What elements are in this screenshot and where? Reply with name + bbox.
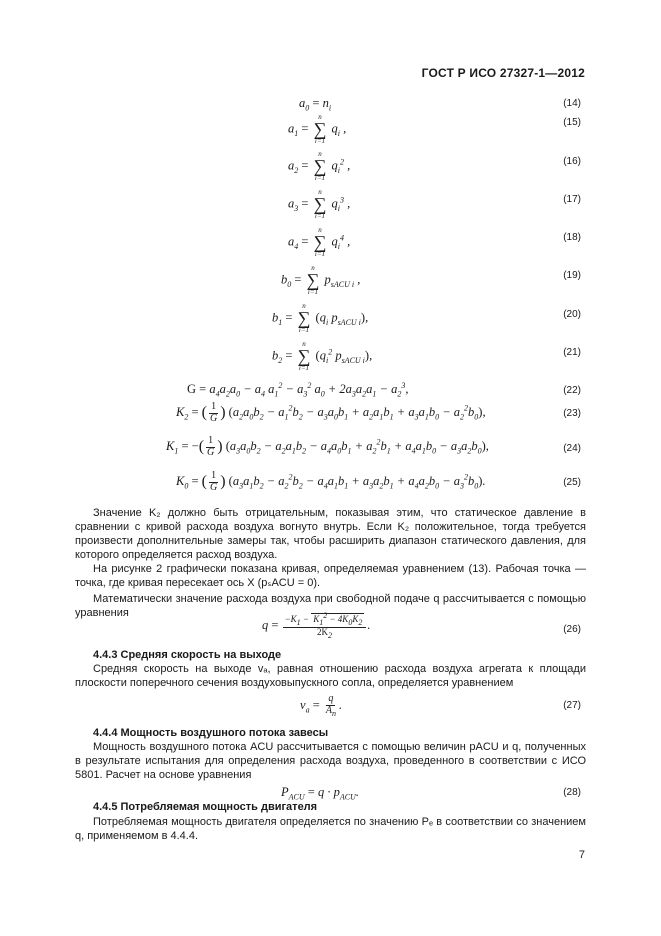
section-heading-4-4-3: 4.4.3 Средняя скорость на выходе — [93, 649, 282, 661]
equation-number: (21) — [563, 347, 581, 358]
equation-22: $G = a_4a_2a_0 - a_4$ $a_1^2 - a_3^2$ $a_0 + 2a_3a_2a_1 - a_2^3$, — [187, 381, 409, 399]
paragraph-motor-power: Потребляемая мощность двигателя определяется по значению Pₑ в соответствии со значением q, применяемом в 4.4.4. — [75, 816, 586, 842]
paragraph-outlet-velocity: Средняя скорость на выходе vₐ, равная отношению расхода воздуха агрегата к площади плоскости поперечного сечения воздуховыпускного сопла, определяется уравнением — [75, 663, 586, 689]
equation-21: $b_2$ = n ∑ i=1 ($q_i^2$ $p_{sACU i}$), — [272, 340, 373, 373]
equation-number: (15) — [563, 117, 581, 128]
equation-20: $b_1$ = n ∑ i=1 ($q_i$ $p_{sACU i}$), — [272, 302, 369, 335]
equation-number: (17) — [563, 194, 581, 205]
equation-18: $a_4$ = n ∑ i=1 $q_i^4$ , — [288, 226, 351, 259]
equation-15: $a_1$ = n ∑ i=1 $q_i$ , — [288, 113, 347, 146]
section-heading-4-4-5: 4.4.5 Потребляемая мощность двигателя — [93, 801, 318, 813]
equation-27: $v_a$ = $\frac{q}{A_n}$ . — [300, 693, 343, 718]
paragraph-air-power: Мощность воздушного потока ACU рассчитывается с помощью величин pACU и q, полученных в результате испытания для определения расхода воздуха, проведенного в соответствии с ИСО 5801. Расчет на основе уравнения — [75, 741, 586, 781]
equation-number: (27) — [563, 700, 581, 711]
equation-number: (18) — [563, 232, 581, 243]
equation-16: $a_2$ = n ∑ i=1 $q_i^2$ , — [288, 150, 351, 183]
equation-23: $K_2$ = ( $\frac{1}{G}$ ) $(a_2a_0b_2 - a_1^2b_2 - a_3a_0b_1 + a_2a_1b_1 + a_3a_1b_0 - a_2^2b_0)$, — [176, 401, 486, 424]
equation-28: $P_{ACU} = q \cdot p_{ACU}$. — [281, 785, 359, 802]
equation-25: $K_0$ = ( $\frac{1}{G}$ ) $(a_3a_1b_2 - a_2^2b_2 - a_4a_1b_1 + a_3a_2b_1 + a_4a_2b_0 - a_3^2b_0)$. — [176, 470, 486, 493]
equation-number: (23) — [563, 408, 581, 419]
paragraph-k2-sign: Значение K₂ должно быть отрицательным, показывая этим, что статическое давление в сравнении с кривой расхода воздуха вогнуто внутрь. Если K₂ положительное, тогда требуется произвести дополнительные замеры так, чтобы расширить диапазон статического давления, для которого определяется расход воздуха. — [75, 507, 586, 561]
equation-number: (25) — [563, 477, 581, 488]
equation-number: (24) — [563, 443, 581, 454]
equation-26: q = $\frac{-K_1 - K_1^2 - 4K_0K_2}{2K_2}$ . — [262, 611, 371, 640]
equation-number: (22) — [563, 385, 581, 396]
equation-number: (16) — [563, 156, 581, 167]
paragraph-free-delivery: Математически значение расхода воздуха при свободной подаче q рассчитывается с помощью уравнения — [75, 593, 586, 619]
equation-14: $a_0 = n_i$ — [299, 96, 332, 113]
equation-number: (19) — [563, 270, 581, 281]
equation-24: $K_1$ = −( $\frac{1}{G}$ ) $(a_3a_0b_2 - a_2a_1b_2 - a_4a_0b_1 + a_2^2b_1 + a_4a_1b_0 - a_3a_2b_0)$, — [166, 435, 489, 458]
paragraph-figure-2: На рисунке 2 графически показана кривая, определяемая уравнением (13). Рабочая точка — точка, где кривая пересекает ось X (pₛACU = 0). — [75, 563, 586, 589]
equation-number: (28) — [563, 787, 581, 798]
equation-number: (20) — [563, 309, 581, 320]
equation-17: $a_3$ = n ∑ i=1 $q_i^3$ , — [288, 188, 351, 221]
section-heading-4-4-4: 4.4.4 Мощность воздушного потока завесы — [93, 727, 329, 739]
page-number: 7 — [578, 849, 585, 861]
equation-number: (14) — [563, 98, 581, 109]
equation-number: (26) — [563, 624, 581, 635]
standard-header: ГОСТ Р ИСО 27327-1—2012 — [421, 66, 585, 80]
equation-19: $b_0$ = n ∑ i=1 $p_{sACU i}$ , — [281, 264, 361, 297]
